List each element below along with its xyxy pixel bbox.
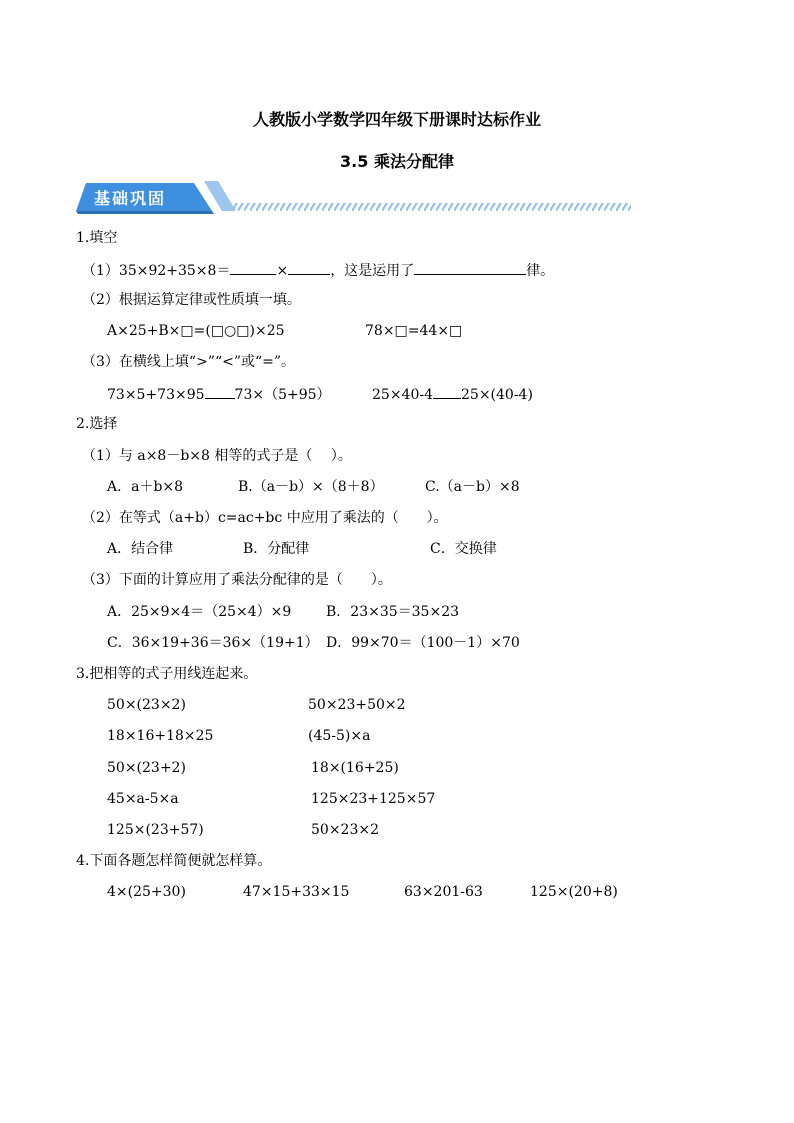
- q2-part2-option-a[interactable]: A．结合律: [107, 541, 174, 557]
- q3-left-item[interactable]: 18×16+18×25: [107, 728, 214, 744]
- q4-item: 47×15+33×15: [243, 884, 350, 900]
- q1-part1-text-b: ×: [276, 263, 289, 279]
- q2-part1-option-b[interactable]: B.（a－b）×（8＋8）: [238, 479, 384, 495]
- q2-part3-option-a[interactable]: A．25×9×4＝（25×4）×9: [107, 604, 292, 620]
- q4-heading: 4.下面各题怎样简便就怎样算。: [76, 853, 272, 869]
- q2-part1: （1）与 a×8－b×8 相等的式子是（ ）。: [82, 448, 352, 464]
- banner-stripe-band: [226, 203, 631, 211]
- page-title: 人教版小学数学四年级下册课时达标作业: [252, 110, 541, 129]
- q3-right-item[interactable]: 50×23+50×2: [308, 697, 406, 713]
- q1-part2: （2）根据运算定律或性质填一填。: [82, 292, 301, 308]
- q1-part3: （3）在横线上填“>”“<”或“=”。: [82, 354, 296, 370]
- q2-heading: 2.选择: [76, 416, 118, 432]
- q2-part3-option-c[interactable]: C．36×19+36＝36×（19+1）: [107, 635, 319, 651]
- q3-right-item[interactable]: 50×23×2: [311, 822, 379, 838]
- q4-item: 125×(20+8): [530, 884, 618, 900]
- q2-part3-option-b[interactable]: B．23×35＝35×23: [326, 604, 460, 620]
- q1-part3-line: [107, 384, 331, 404]
- q3-left-item[interactable]: 50×(23×2): [107, 697, 186, 713]
- q2-part3: （3）下面的计算应用了乘法分配律的是（ ）。: [82, 572, 392, 588]
- q2-part2-option-b[interactable]: B．分配律: [243, 541, 310, 557]
- q2-part3-option-d[interactable]: D．99×70＝（100－1）×70: [326, 635, 520, 651]
- section-banner: [76, 181, 636, 215]
- q3-left-item[interactable]: 125×(23+57): [107, 822, 204, 838]
- q1-blank-3[interactable]: [414, 260, 526, 275]
- q4-item: 4×(25+30): [107, 884, 186, 900]
- banner-label: 基础巩固: [94, 189, 167, 208]
- q2-part1-option-a[interactable]: A．a＋b×8: [107, 479, 184, 495]
- q1-part3-end: 25×(40-4): [461, 387, 533, 403]
- q1-heading: 1.填空: [76, 230, 118, 246]
- q1-part2-left: A×25+B×□=(□○□)×25: [107, 323, 285, 339]
- q1-part3-right: 25×40-4: [372, 387, 433, 403]
- q2-part1-option-c[interactable]: C.（a－b）×8: [425, 479, 520, 495]
- q1-part3-mid: 73×（5+95）: [234, 387, 331, 403]
- q1-part1-text-d: 律。: [526, 263, 555, 279]
- q1-blank-2[interactable]: [288, 260, 330, 275]
- q3-heading: 3.把相等的式子用线连起来。: [76, 666, 258, 682]
- q4-item: 63×201-63: [404, 884, 483, 900]
- page-subtitle: 3.5 乘法分配律: [340, 152, 454, 171]
- q2-part2: （2）在等式（a+b）c=ac+bc 中应用了乘法的（ ）。: [82, 510, 448, 526]
- q3-left-item[interactable]: 45×a-5×a: [107, 791, 179, 807]
- q1-part1-text-a: （1）35×92+35×8＝: [82, 263, 231, 279]
- q3-left-item[interactable]: 50×(23+2): [107, 760, 186, 776]
- q3-right-item[interactable]: 18×(16+25): [311, 760, 399, 776]
- q1-compare-blank-2[interactable]: [433, 384, 461, 399]
- q1-part1: [82, 260, 554, 280]
- q1-part3-line-2: [372, 384, 533, 404]
- q3-right-item[interactable]: (45-5)×a: [308, 728, 371, 744]
- q1-part3-left: 73×5+73×95: [107, 387, 205, 403]
- q1-part1-text-c: ，这是运用了: [330, 263, 415, 279]
- q3-right-item[interactable]: 125×23+125×57: [311, 791, 436, 807]
- q1-blank-1[interactable]: [230, 260, 276, 275]
- q1-compare-blank-1[interactable]: [205, 384, 235, 399]
- q1-part2-right: 78×□=44×□: [365, 323, 463, 339]
- q2-part2-option-c[interactable]: C．交换律: [430, 541, 497, 557]
- banner-shadow: [76, 211, 214, 214]
